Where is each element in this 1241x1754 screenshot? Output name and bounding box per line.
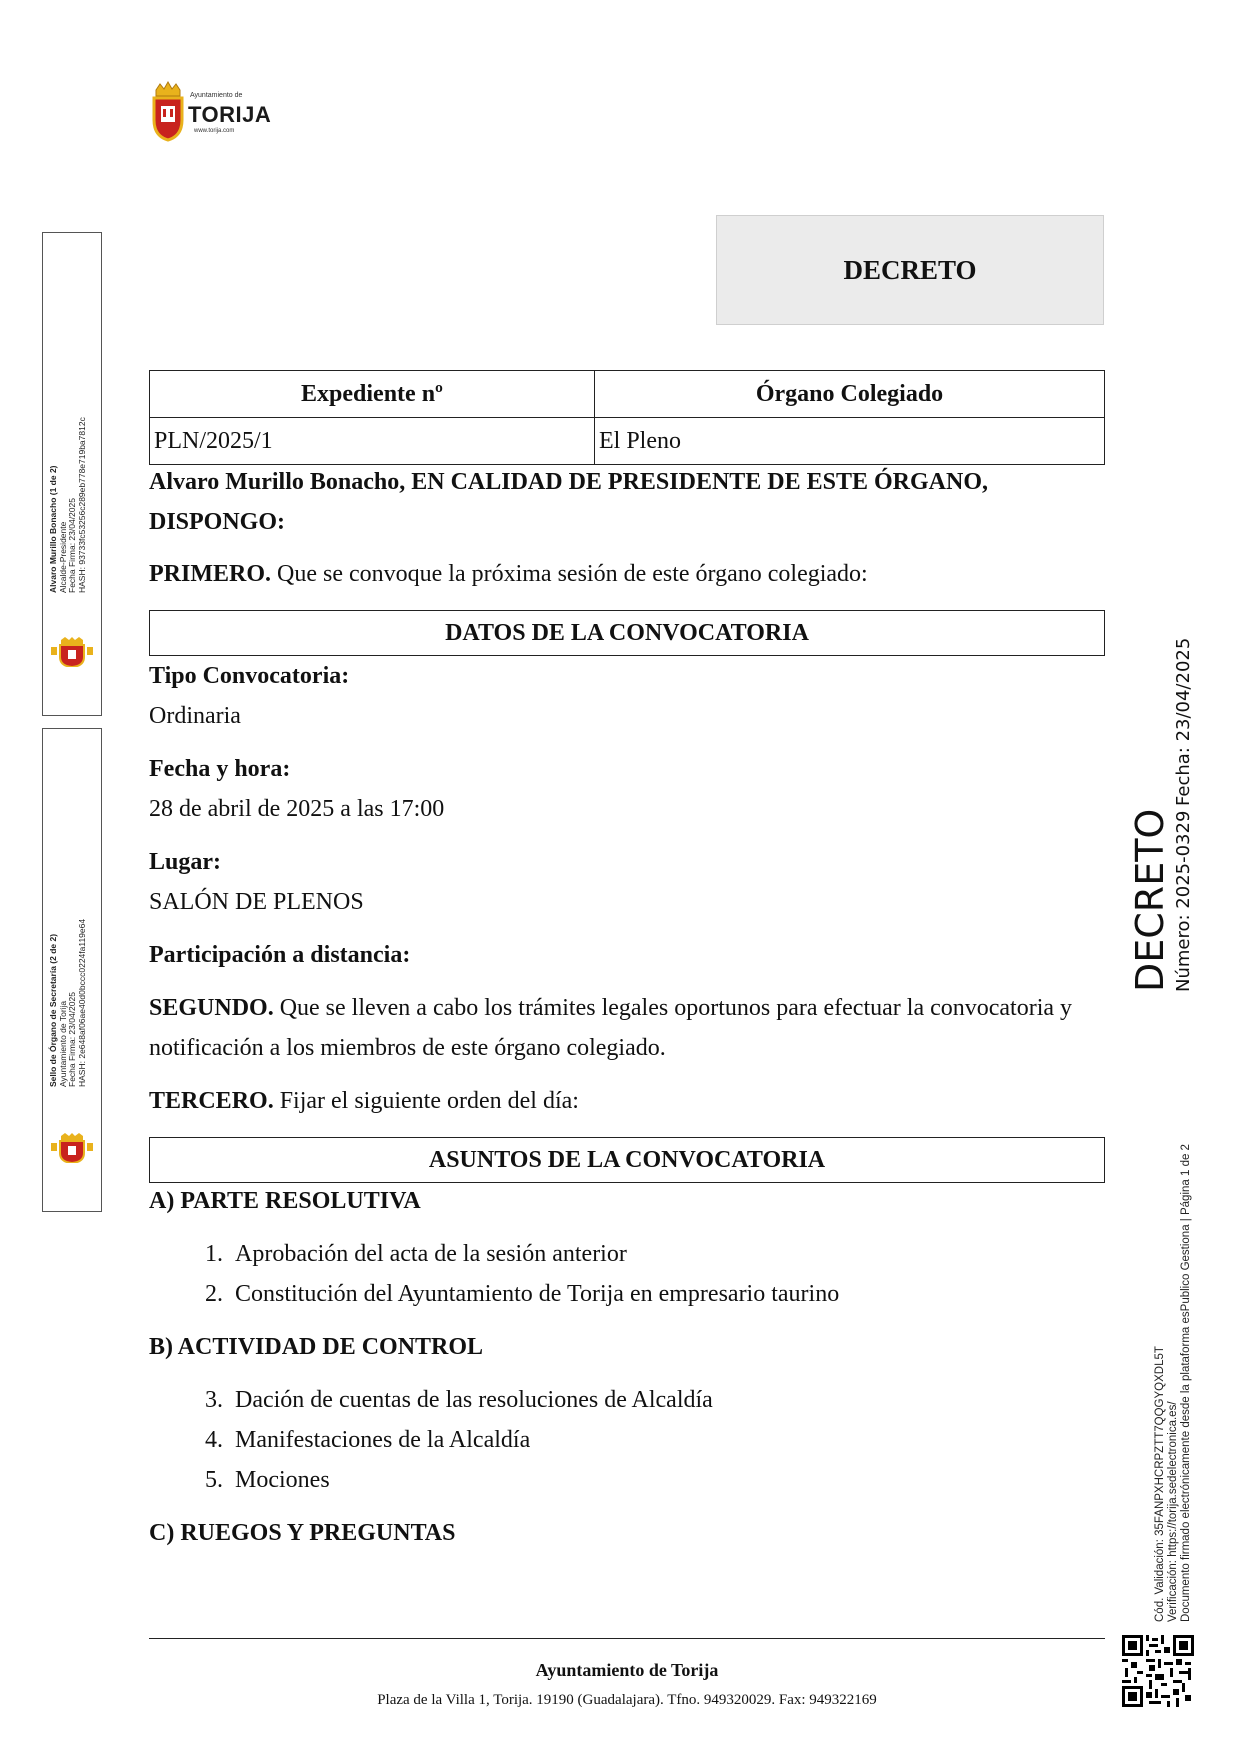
- signature-1-name: Alvaro Murillo Bonacho (1 de 2): [48, 465, 58, 593]
- signature-2-name: Sello de Órgano de Secretaría (2 de 2): [48, 933, 58, 1087]
- table-header-row: [150, 371, 1105, 418]
- list-item: [193, 1460, 330, 1500]
- table-row: [150, 418, 1105, 465]
- tipo-value: Ordinaria: [149, 703, 241, 729]
- item-number: 3.: [205, 1387, 223, 1413]
- segundo-paragraph: [149, 988, 1105, 1068]
- tercero-label: TERCERO.: [149, 1088, 274, 1114]
- qr-code-icon[interactable]: [1122, 1635, 1194, 1707]
- torija-logo: [150, 80, 270, 142]
- item-number: 5.: [205, 1467, 223, 1493]
- convocatoria-title: DATOS DE LA CONVOCATORIA: [149, 610, 1105, 656]
- header-expediente: Expediente nº: [150, 371, 595, 418]
- validation-note: Documento firmado electrónicamente desde la plataforma esPublico Gestiona | Página 1 de 2: [1180, 1144, 1192, 1622]
- signature-1-text: [49, 417, 87, 593]
- signature-2-org: Ayuntamiento de Torija: [57, 1000, 68, 1087]
- document-type-box: DECRETO: [716, 215, 1104, 325]
- signature-1-hash: HASH: 93733fc53256c289eb778e719ba7812c: [76, 417, 87, 593]
- margin-decreto-title: DECRETO: [1128, 808, 1172, 992]
- asuntos-title: ASUNTOS DE LA CONVOCATORIA: [149, 1137, 1105, 1183]
- expediente-table: [149, 370, 1105, 465]
- tercero-text: Fijar el siguiente orden del día:: [273, 1088, 579, 1114]
- signature-2-hash: HASH: 2e648af06ae40d0bccc0224fa119e64: [76, 918, 87, 1087]
- logo-top-text: Ayuntamiento de: [190, 92, 243, 99]
- item-text: Manifestaciones de la Alcaldía: [235, 1427, 531, 1453]
- primero-label: PRIMERO.: [149, 561, 271, 587]
- footer-name: Ayuntamiento de Torija: [535, 1660, 719, 1680]
- cell-expediente: PLN/2025/1: [150, 418, 595, 465]
- fecha-label: Fecha y hora:: [149, 756, 291, 782]
- seal-icon: [49, 637, 95, 667]
- item-text: Aprobación del acta de la sesión anterior: [235, 1241, 627, 1267]
- validation-url: Verificación: https://torija.sedelectronica.es/: [1167, 1401, 1179, 1622]
- section-b-heading: B) ACTIVIDAD DE CONTROL: [149, 1334, 484, 1360]
- footer-divider: [149, 1638, 1105, 1639]
- signature-2-date: Fecha Firma: 23/04/2025: [67, 992, 77, 1087]
- item-text: Constitución del Ayuntamiento de Torija en empresario taurino: [235, 1281, 840, 1307]
- primero-paragraph: [149, 554, 868, 594]
- signature-box-1: [42, 232, 102, 716]
- item-text: Mociones: [235, 1467, 330, 1493]
- signature-1-role: Alcalde-Presidente: [57, 521, 68, 593]
- signature-1-date: Fecha Firma: 23/04/2025: [67, 498, 77, 593]
- lugar-label: Lugar:: [149, 849, 221, 875]
- dispongo-text: DISPONGO:: [149, 509, 286, 535]
- logo-name: TORIJA: [188, 102, 272, 127]
- segundo-text: Que se lleven a cabo los trámites legales oportunos para efectuar la convocatoria y notificación a los miembros de este órgano colegiado.: [149, 995, 1073, 1061]
- validation-text: [1154, 1144, 1193, 1622]
- section-a-heading: A) PARTE RESOLUTIVA: [149, 1188, 421, 1214]
- fecha-value: 28 de abril de 2025 a las 17:00: [149, 796, 445, 822]
- validation-code: Cód. Validación: 35FANPXHCRPZTT7QQGYQXDL5T: [1154, 1346, 1166, 1622]
- item-number: 1.: [205, 1241, 223, 1267]
- list-item: [193, 1274, 839, 1314]
- intro-text: Alvaro Murillo Bonacho, EN CALIDAD DE PRESIDENTE DE ESTE ÓRGANO,: [149, 469, 989, 495]
- header-organo: Órgano Colegiado: [595, 371, 1105, 418]
- signature-2-text: [49, 919, 87, 1087]
- seal-icon: [49, 1133, 95, 1163]
- segundo-label: SEGUNDO.: [149, 995, 274, 1021]
- lugar-value: SALÓN DE PLENOS: [149, 889, 364, 915]
- list-item: [193, 1380, 713, 1420]
- participacion-label: Participación a distancia:: [149, 942, 411, 968]
- signature-box-2: [42, 728, 102, 1212]
- footer-address: Plaza de la Villa 1, Torija. 19190 (Guadalajara). Tfno. 949320029. Fax: 949322169: [377, 1692, 877, 1708]
- item-number: 2.: [205, 1281, 223, 1307]
- list-item: [193, 1234, 627, 1274]
- section-c-heading: C) RUEGOS Y PREGUNTAS: [149, 1520, 456, 1546]
- list-item: [193, 1420, 530, 1460]
- margin-numero: Número: 2025-0329: [1173, 810, 1194, 992]
- coat-of-arms-icon: [150, 80, 186, 142]
- tercero-paragraph: [149, 1081, 579, 1121]
- item-number: 4.: [205, 1427, 223, 1453]
- logo-url: www.torija.com: [194, 128, 235, 134]
- primero-text: Que se convoque la próxima sesión de este órgano colegiado:: [271, 561, 868, 587]
- cell-organo: El Pleno: [595, 418, 1105, 465]
- margin-fecha: Fecha: 23/04/2025: [1173, 637, 1194, 806]
- item-text: Dación de cuentas de las resoluciones de Alcaldía: [235, 1387, 713, 1413]
- tipo-label: Tipo Convocatoria:: [149, 663, 350, 689]
